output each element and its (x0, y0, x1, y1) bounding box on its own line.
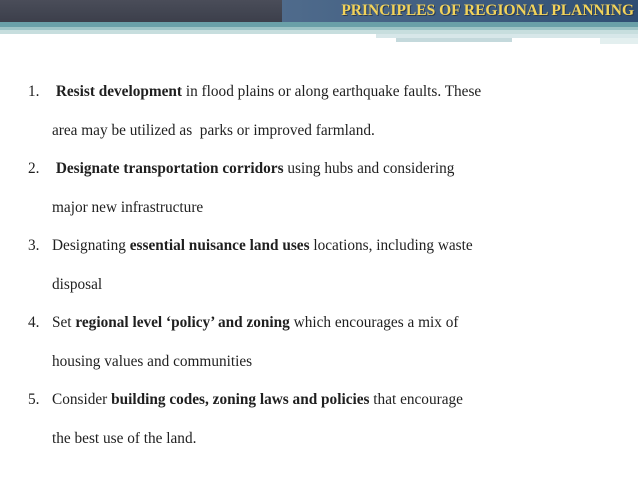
item-text-post: which encourages a mix of (289, 314, 459, 331)
item-text-bold: building codes, zoning laws and policies (111, 391, 370, 408)
slide-title: PRINCIPLES OF REGIONAL PLANNING (341, 2, 634, 19)
title-bar (282, 0, 638, 22)
accent-stripe-6 (600, 38, 638, 44)
item-text-post: using hubs and considering (283, 160, 455, 177)
item-line-1 (52, 227, 618, 266)
item-line-1 (52, 73, 618, 112)
item-line-1 (52, 381, 618, 420)
item-text-post: locations, including waste (309, 237, 473, 254)
item-text-pre: Set (52, 314, 76, 331)
item-line-2: disposal (52, 275, 103, 293)
item-text-pre: Designating (52, 237, 130, 254)
item-text-bold: essential nuisance land uses (129, 237, 310, 254)
item-text-bold: regional level ‘policy’ and zoning (75, 314, 290, 331)
item-line-2: major new infrastructure (52, 198, 204, 216)
item-number: 1. (28, 83, 40, 100)
item-number: 3. (28, 237, 40, 254)
item-line-2: the best use of the land. (52, 429, 197, 447)
list-item (28, 227, 618, 304)
item-text-bold: Resist development (55, 83, 183, 100)
list-item (28, 150, 618, 227)
item-text-pre: Consider (52, 391, 112, 408)
accent-stripe-5 (396, 38, 512, 42)
item-text-bold: Designate transportation corridors (55, 160, 284, 177)
item-number: 2. (28, 160, 40, 177)
item-line-1 (52, 150, 618, 189)
list-item (28, 73, 618, 150)
list-item (28, 381, 618, 458)
item-number: 4. (28, 314, 40, 331)
item-line-2: area may be utilized as parks or improved farmland. (52, 121, 375, 139)
item-text-post: in flood plains or along earthquake faults. These (182, 83, 482, 100)
list-item (28, 304, 618, 381)
item-line-2: housing values and communities (52, 352, 253, 370)
principles-list (28, 73, 618, 458)
item-text-post: that encourage (369, 391, 463, 408)
item-number: 5. (28, 391, 40, 408)
item-line-1 (52, 304, 618, 343)
